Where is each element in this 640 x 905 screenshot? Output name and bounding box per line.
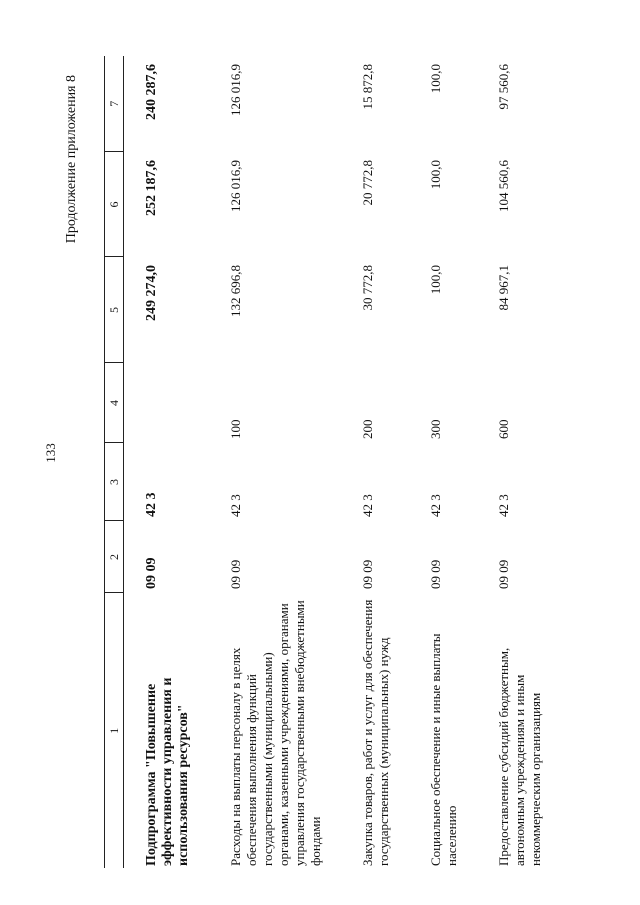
header-col-6: 6	[105, 152, 124, 257]
row-section: 09 09	[144, 557, 159, 589]
row-type: 300	[428, 419, 443, 439]
row-value-5: 84 967,1	[496, 265, 511, 311]
row-target: 42 3	[144, 492, 159, 517]
page-number: 133	[43, 443, 58, 463]
row-target: 42 3	[496, 494, 511, 517]
continuation-caption: Продолжение приложения 8	[64, 75, 79, 244]
row-section: 09 09	[360, 559, 375, 589]
row-section: 09 09	[228, 559, 243, 589]
row-value-6: 20 772,8	[360, 160, 375, 206]
table-row	[200, 56, 332, 868]
row-value-6: 126 016,9	[228, 160, 243, 212]
row-value-6: 100,0	[428, 160, 443, 190]
table-row	[332, 56, 400, 868]
header-col-2: 2	[105, 521, 124, 593]
row-type: 600	[496, 419, 511, 439]
row-target: 42 3	[360, 494, 375, 517]
row-value-6: 104 560,6	[496, 160, 511, 212]
row-value-5: 132 696,8	[228, 265, 243, 317]
row-target: 42 3	[228, 494, 243, 517]
header-col-3: 3	[105, 443, 124, 521]
budget-table	[104, 56, 552, 868]
row-value-7: 15 872,8	[360, 64, 375, 110]
table-body	[124, 56, 553, 868]
row-type: 200	[360, 419, 375, 439]
row-value-5: 30 772,8	[360, 265, 375, 311]
row-section: 09 09	[496, 559, 511, 589]
row-name: Социальное обеспечение и иные выплаты населению	[428, 633, 459, 866]
row-name: Закупка товаров, работ и услуг для обеспечения государственных (муниципальных) нужд	[360, 599, 391, 866]
row-name: Расходы на выплаты персоналу в целях обеспечения выполнения функций государственными (муниципальными) органами, казенными учреждениями, органами управления государственными внебюджетными фондами	[228, 600, 323, 866]
table-row	[400, 56, 468, 868]
header-col-5: 5	[105, 257, 124, 363]
row-target: 42 3	[428, 494, 443, 517]
row-value-5: 100,0	[428, 265, 443, 295]
row-type: 100	[228, 419, 243, 439]
row-type	[124, 363, 201, 443]
row-name: Подпрограмма "Повышение эффективности управления и использования ресурсов"	[144, 677, 191, 866]
row-value-5: 249 274,0	[144, 265, 159, 321]
row-value-7: 97 560,6	[496, 64, 511, 110]
row-value-7: 126 016,9	[228, 64, 243, 116]
table-row	[468, 56, 552, 868]
header-col-1: 1	[105, 593, 124, 868]
table-row	[124, 56, 201, 868]
table-header	[105, 56, 124, 868]
row-name: Предоставление субсидий бюджетным, автономным учреждениям и иным некоммерческим организациям	[496, 647, 543, 866]
header-col-7: 7	[105, 56, 124, 152]
row-value-6: 252 187,6	[144, 160, 159, 216]
row-value-7: 240 287,6	[144, 64, 159, 120]
row-section: 09 09	[428, 559, 443, 589]
header-col-4: 4	[105, 363, 124, 443]
row-value-7: 100,0	[428, 64, 443, 94]
